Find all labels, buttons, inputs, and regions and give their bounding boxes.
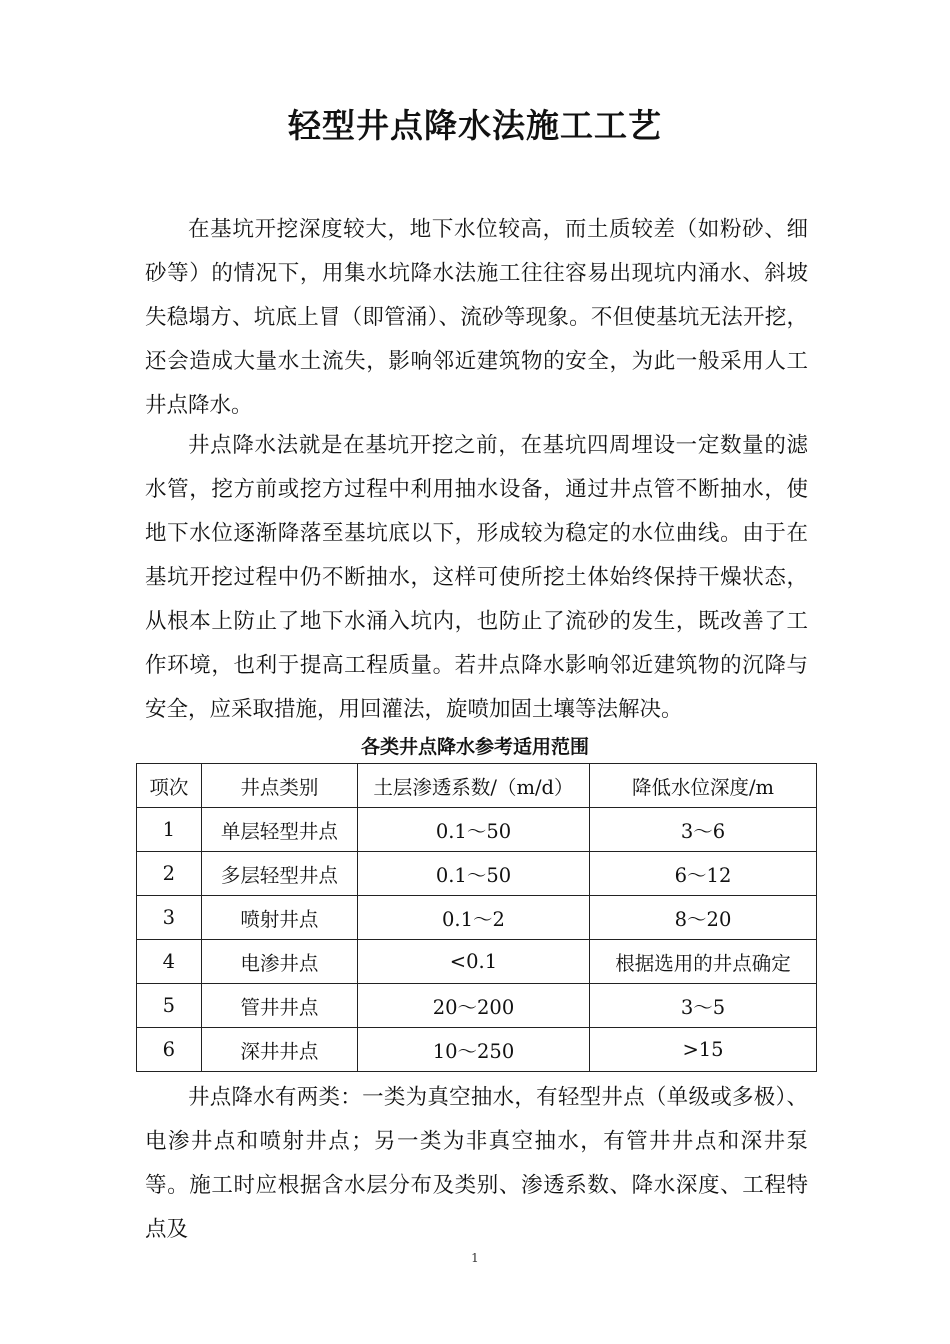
- table-row: [137, 896, 817, 940]
- cell-well-type: 多层轻型井点: [201, 852, 357, 896]
- table-row: [137, 984, 817, 1028]
- table-row: [137, 852, 817, 896]
- cell-depth: 根据选用的井点确定: [590, 940, 817, 984]
- cell-item-no: 1: [137, 808, 202, 852]
- header-depth: 降低水位深度/m: [590, 764, 817, 808]
- cell-depth: 8～20: [590, 896, 817, 940]
- cell-depth: >15: [590, 1028, 817, 1072]
- cell-item-no: 5: [137, 984, 202, 1028]
- paragraph-intro: 在基坑开挖深度较大，地下水位较高，而土质较差（如粉砂、细砂等）的情况下，用集水坑降水法施工往往容易出现坑内涌水、斜坡失稳塌方、坑底上冒（即管涌）、流砂等现象。不但使基坑无法开挖，还会造成大量水土流失，影响邻近建筑物的安全，为此一般采用人工井点降水。: [145, 217, 808, 418]
- header-permeability: 土层渗透系数/（m/d）: [357, 764, 589, 808]
- cell-depth: 6～12: [590, 852, 817, 896]
- document-title: 轻型井点降水法施工工艺: [288, 106, 662, 145]
- cell-item-no: 2: [137, 852, 202, 896]
- cell-depth: 3～5: [590, 984, 817, 1028]
- cell-well-type: 管井井点: [201, 984, 357, 1028]
- cell-well-type: 电渗井点: [201, 940, 357, 984]
- cell-item-no: 3: [137, 896, 202, 940]
- cell-permeability: 0.1～50: [357, 852, 589, 896]
- cell-permeability: 0.1～50: [357, 808, 589, 852]
- header-well-type: 井点类别: [201, 764, 357, 808]
- cell-well-type: 单层轻型井点: [201, 808, 357, 852]
- cell-depth: 3～6: [590, 808, 817, 852]
- cell-permeability: 10～250: [357, 1028, 589, 1072]
- page-number: 1: [471, 1251, 479, 1265]
- well-point-range-table: [136, 763, 817, 1072]
- paragraph-types: 井点降水有两类：一类为真空抽水，有轻型井点（单级或多极）、电渗井点和喷射井点；另一类为非真空抽水，有管井井点和深井泵等。施工时应根据含水层分布及类别、渗透系数、降水深度、工程特点及: [145, 1085, 808, 1242]
- cell-well-type: 喷射井点: [201, 896, 357, 940]
- table-caption: 各类井点降水参考适用范围: [360, 736, 589, 758]
- cell-item-no: 4: [137, 940, 202, 984]
- cell-permeability: <0.1: [357, 940, 589, 984]
- cell-well-type: 深井井点: [201, 1028, 357, 1072]
- cell-permeability: 20～200: [357, 984, 589, 1028]
- table-header-row: [137, 764, 817, 808]
- cell-item-no: 6: [137, 1028, 202, 1072]
- header-item-no: 项次: [137, 764, 202, 808]
- paragraph-method: 井点降水法就是在基坑开挖之前，在基坑四周埋设一定数量的滤水管，挖方前或挖方过程中利用抽水设备，通过井点管不断抽水，使地下水位逐渐降落至基坑底以下，形成较为稳定的水位曲线。由于在基坑开挖过程中仍不断抽水，这样可使所挖土体始终保持干燥状态，从根本上防止了地下水涌入坑内，也防止了流砂的发生，既改善了工作环境，也利于提高工程质量。若井点降水影响邻近建筑物的沉降与安全，应采取措施，用回灌法，旋喷加固土壤等法解决。: [145, 433, 808, 722]
- table-row: [137, 1028, 817, 1072]
- cell-permeability: 0.1～2: [357, 896, 589, 940]
- table-row: [137, 808, 817, 852]
- table-row: [137, 940, 817, 984]
